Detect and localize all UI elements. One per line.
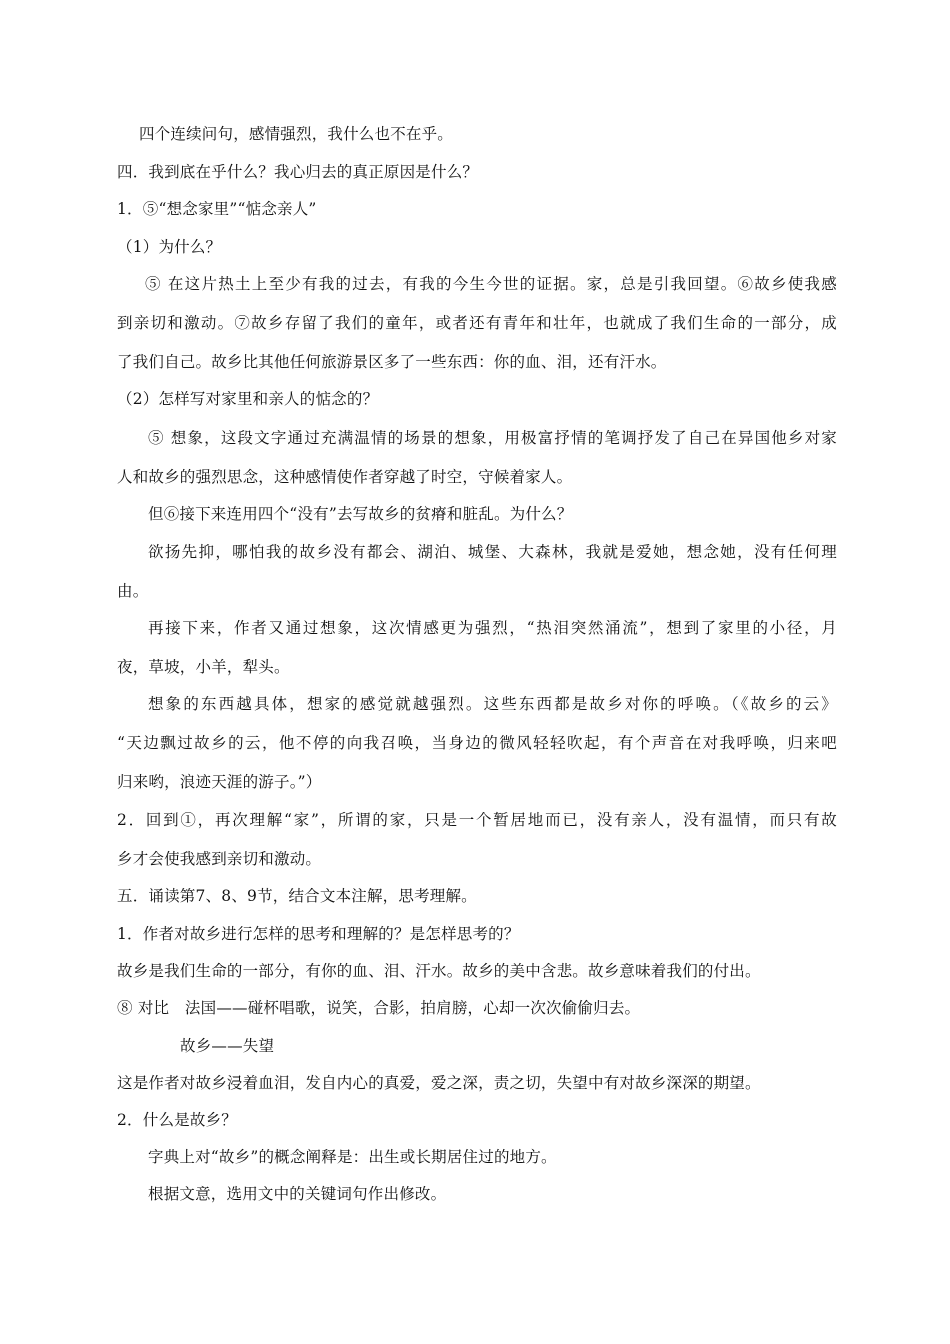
paragraph-line: 由。: [117, 582, 149, 600]
paragraph-line: 想象的东西越具体，想家的感觉就越强烈。这些东西都是故乡对你的呼唤。（《故乡的云》: [148, 695, 837, 713]
paragraph-line: 这是作者对故乡浸着血泪，发自内心的真爱，爱之深，责之切，失望中有对故乡深深的期望。: [117, 1074, 761, 1092]
paragraph-line: ⑤ 想象，这段文字通过充满温情的场景的想象，用极富抒情的笔调抒发了自己在异国他乡对家: [148, 429, 837, 447]
paragraph-line: 夜，草坡，小羊，犁头。: [117, 658, 290, 676]
paragraph-line: 人和故乡的强烈思念，这种感情使作者穿越了时空，守候着家人。: [117, 468, 573, 486]
subheading: 2．什么是故乡？: [117, 1111, 237, 1129]
paragraph-line: 故乡——失望: [180, 1037, 275, 1055]
subheading: 1．⑤“想念家里”“惦念亲人”: [117, 200, 317, 218]
subheading: 1．作者对故乡进行怎样的思考和理解的？是怎样思考的？: [117, 925, 520, 943]
paragraph-line: 到亲切和激动。⑦故乡存留了我们的童年，或者还有青年和壮年，也就成了我们生命的一部分，成: [117, 314, 837, 332]
paragraph-line: 归来哟，浪迹天涯的游子。”）: [117, 773, 322, 791]
paragraph-line: ⑧ 对比 法国——碰杯唱歌，说笑，合影，拍肩膀，心却一次次偷偷归去。: [117, 999, 641, 1017]
paragraph-line: 字典上对“故乡”的概念阐释是：出生或长期居住过的地方。: [148, 1148, 557, 1166]
paragraph-line: 再接下来，作者又通过想象，这次情感更为强烈，“热泪突然涌流”，想到了家里的小径，月: [148, 619, 837, 637]
paragraph-line: 根据文意，选用文中的关键词句作出修改。: [148, 1185, 447, 1203]
paragraph-line: 了我们自己。故乡比其他任何旅游景区多了一些东西：你的血、泪，还有汗水。: [117, 353, 667, 371]
paragraph-line: 2．回到①，再次理解“家”，所谓的家，只是一个暂居地而已，没有亲人，没有温情，而只有故: [117, 811, 837, 829]
paragraph-line: “天边飘过故乡的云，他不停的向我召唤，当身边的微风轻轻吹起，有个声音在对我呼唤，归来吧: [117, 734, 837, 752]
paragraph-line: ⑤ 在这片热土上至少有我的过去，有我的今生今世的证据。家，总是引我回望。⑥故乡使我感: [145, 275, 837, 293]
question-label: （1）为什么？: [117, 238, 222, 256]
paragraph-line: 欲扬先抑，哪怕我的故乡没有都会、湖泊、城堡、大森林，我就是爱她，想念她，没有任何理: [148, 543, 837, 561]
paragraph-line: 乡才会使我感到亲切和激动。: [117, 850, 322, 868]
paragraph-line: 故乡是我们生命的一部分，有你的血、泪、汗水。故乡的美中含悲。故乡意味着我们的付出。: [117, 962, 761, 980]
section-heading: 五．诵读第7、8、9节，结合文本注解，思考理解。: [117, 887, 477, 905]
section-heading: 四．我到底在乎什么？我心归去的真正原因是什么？: [117, 163, 479, 181]
paragraph-line: 四个连续问句，感情强烈，我什么也不在乎。: [139, 125, 454, 143]
paragraph-line: 但⑥接下来连用四个“没有”去写故乡的贫瘠和脏乱。为什么？: [148, 505, 573, 523]
question-label: （2）怎样写对家里和亲人的惦念的？: [117, 390, 379, 408]
